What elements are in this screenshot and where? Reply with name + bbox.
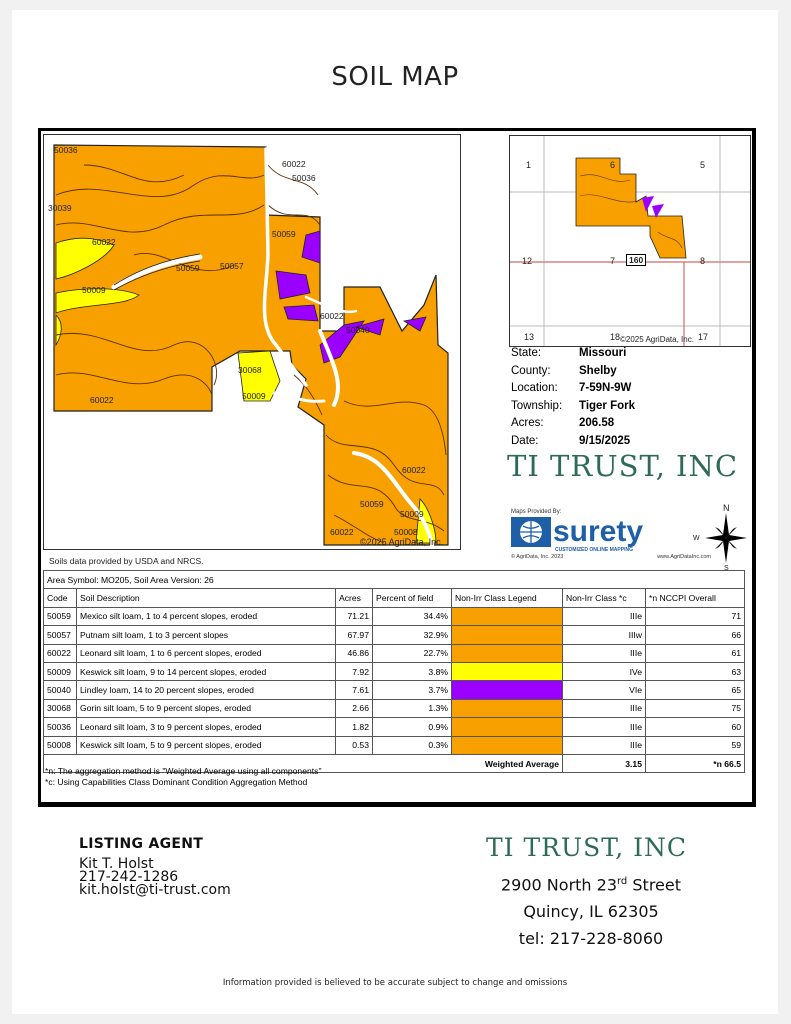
inset-section-label: 1 [526,160,532,170]
soil-nccpi: 65 [646,681,745,699]
soil-legend-swatch [452,607,563,625]
inset-section-label: 7 [610,256,616,266]
soil-class: IIIe [563,736,646,754]
soil-percent: 0.9% [373,718,452,736]
info-value: 9/15/2025 [579,434,631,447]
soil-description: Leonard silt loam, 3 to 9 percent slopes, eroded [77,718,336,736]
soil-description: Keswick silt loam, 9 to 14 percent slopes, eroded [77,662,336,680]
soil-acres: 7.61 [336,681,373,699]
info-key: Location: [511,382,558,394]
soil-legend-swatch [452,626,563,644]
map-label: 60022 [92,237,116,247]
soil-code: 30068 [44,699,77,717]
surety-tagline: CUSTOMIZED ONLINE MAPPING [555,547,633,553]
info-value: 7-59N-9W [579,382,632,394]
map-label: 50059 [360,499,384,509]
soil-area-50040-b [284,305,318,321]
surety-wordmark: surety [553,515,644,548]
table-row [44,607,745,625]
soil-description: Lindley loam, 14 to 20 percent slopes, eroded [77,681,336,699]
soil-code: 50036 [44,718,77,736]
weighted-average-class: 3.15 [563,754,646,772]
soil-acres: 2.66 [336,699,373,717]
soil-legend-swatch [452,681,563,699]
soil-acres: 71.21 [336,607,373,625]
soil-nccpi: 71 [646,607,745,625]
inset-section-label: 17 [698,332,709,342]
info-row [511,417,635,435]
soil-code: 50009 [44,662,77,680]
office-tel[interactable]: tel: 217-228-8060 [518,929,664,949]
map-label: 50059 [176,263,200,273]
soil-percent: 32.9% [373,626,452,644]
map-copyright: ©2025 AgriData, Inc. [360,537,444,547]
inset-section-label: 13 [524,332,535,342]
soil-legend-swatch [452,644,563,662]
info-row [511,382,635,400]
soil-description: Gorin silt loam, 5 to 9 percent slopes, eroded [77,699,336,717]
soil-percent: 0.3% [373,736,452,754]
inset-copyright: ©2025 AgriData, Inc. [620,335,694,344]
table-header: Acres [336,589,373,607]
listing-agent [79,836,231,897]
inset-section-label: 5 [700,160,706,170]
soil-nccpi: 75 [646,699,745,717]
table-row [44,644,745,662]
soil-code: 60022 [44,644,77,662]
soil-data-source: Soils data provided by USDA and NRCS. [49,556,204,566]
inset-section-label: 12 [522,256,533,266]
soil-legend-swatch [452,699,563,717]
property-info [511,347,635,452]
inset-graphic [510,136,750,346]
office-address [482,868,700,952]
soil-class: IIIw [563,626,646,644]
soil-legend-swatch [452,662,563,680]
soil-description: Mexico silt loam, 1 to 4 percent slopes, eroded [77,607,336,625]
map-label: 50009 [242,391,266,401]
disclaimer: Information provided is believed to be accurate subject to change and omissions [222,978,568,988]
map-label: 50057 [220,261,244,271]
soil-code: 50008 [44,736,77,754]
soil-rows [44,607,745,754]
info-value: Shelby [579,364,617,377]
ti-trust-logo: TI TRUST, INC [507,449,739,483]
agent-email[interactable]: kit.holst@ti-trust.com [79,882,231,898]
area-symbol: Area Symbol: MO205, Soil Area Version: 26 [44,571,745,589]
inset-section-label: 6 [610,160,616,170]
map-label: 60022 [282,159,306,169]
soil-class: VIe [563,681,646,699]
location-inset-map [509,135,751,347]
info-key: Date: [511,434,539,447]
inset-section-label: 8 [700,256,706,266]
agent-name: Kit T. Holst [79,856,154,872]
table-header: Soil Description [77,589,336,607]
map-label: 50009 [82,285,106,295]
table-row [44,662,745,680]
soil-class: IVe [563,662,646,680]
map-label: 50009 [400,509,424,519]
soil-code: 50040 [44,681,77,699]
office-street [482,868,700,898]
table-row [44,718,745,736]
soil-class: IIIe [563,607,646,625]
map-label: 30068 [238,365,262,375]
map-label: 60022 [90,395,114,405]
soil-percent: 3.8% [373,662,452,680]
map-label: 60022 [320,311,344,321]
compass-west: W [693,535,700,542]
soil-class: IIIe [563,699,646,717]
info-key: Acres: [511,417,544,429]
table-header-row [44,589,745,607]
soil-nccpi: 66 [646,626,745,644]
table-row [44,681,745,699]
soil-legend-swatch [452,736,563,754]
soil-map [43,134,461,550]
soil-class: IIIe [563,718,646,736]
map-label: 50008 [394,527,418,537]
map-label: 50059 [272,229,296,239]
table-header: Non-Irr Class Legend [452,589,563,607]
table-row [44,736,745,754]
soil-table [43,570,745,773]
surety-url: www.AgriDataInc.com [657,554,711,560]
soil-acres: 67.97 [336,626,373,644]
field-boundary [54,145,448,545]
surety-copyright: © AgriData, Inc. 2023 [511,554,564,560]
soil-description: Keswick silt loam, 5 to 9 percent slopes, eroded [77,736,336,754]
table-row [44,626,745,644]
soil-percent: 22.7% [373,644,452,662]
ti-trust-logo-footer: TI TRUST, INC [486,833,687,862]
table-header: Percent of field [373,589,452,607]
info-value: 206.58 [579,417,615,429]
table-header: Non-Irr Class *c [563,589,646,607]
soil-nccpi: 60 [646,718,745,736]
agent-phone[interactable]: 217-242-1286 [79,869,179,885]
soil-percent: 3.7% [373,681,452,699]
agent-heading: LISTING AGENT [79,836,204,852]
soil-class: IIIe [563,644,646,662]
table-header: *n NCCPI Overall [646,589,745,607]
soil-nccpi: 59 [646,736,745,754]
soil-map-graphic [44,135,460,549]
maps-provided-by: Maps Provided By: [511,509,562,515]
map-label: 50036 [292,173,316,183]
soil-legend-swatch [452,718,563,736]
compass-rose-icon [701,507,751,569]
office-city: Quincy, IL 62305 [523,902,659,922]
map-label: 50040 [346,325,370,335]
compass-north: N [723,503,730,513]
soil-description: Leonard silt loam, 1 to 6 percent slopes, eroded [77,644,336,662]
info-row [511,400,635,418]
street-name: Street [627,875,681,895]
table-row [44,699,745,717]
soil-acres: 1.82 [336,718,373,736]
soil-map-frame [38,128,756,807]
map-label: 30039 [48,203,72,213]
road-shield: 160 [626,254,646,266]
soil-acres: 7.92 [336,662,373,680]
page-title: SOIL MAP [331,62,459,92]
soil-code: 50057 [44,626,77,644]
soil-acres: 0.53 [336,736,373,754]
info-key: County: [511,364,551,377]
weighted-average-nccpi: *n 66.5 [646,754,745,772]
map-label: 50036 [54,145,78,155]
soil-description: Putnam silt loam, 1 to 3 percent slopes [77,626,336,644]
street-suffix: rd [617,876,628,887]
info-key: Township: [511,399,563,412]
globe-icon [511,517,551,547]
soil-percent: 34.4% [373,607,452,625]
info-row [511,365,635,383]
soil-nccpi: 61 [646,644,745,662]
info-key: State: [511,347,542,359]
note-aggregation: *n: The aggregation method is "Weighted Average using all components" [45,766,322,776]
map-label: 60022 [402,465,426,475]
soil-percent: 1.3% [373,699,452,717]
map-label: 60022 [330,527,354,537]
page [12,10,778,1014]
soil-acres: 46.86 [336,644,373,662]
inset-section-label: 18 [610,332,621,342]
info-value: Tiger Fork [579,399,636,412]
note-capabilities: *c: Using Capabilities Class Dominant Condition Aggregation Method [45,777,308,787]
soil-code: 50059 [44,607,77,625]
weighted-average-label: Weighted Average [44,754,563,772]
info-row [511,347,635,365]
table-header: Code [44,589,77,607]
soil-nccpi: 63 [646,662,745,680]
surety-logo [511,509,711,567]
compass-south: S [724,565,729,572]
street-number: 2900 North 23 [501,875,617,895]
info-value: Missouri [579,347,627,359]
table-notes [45,766,322,788]
